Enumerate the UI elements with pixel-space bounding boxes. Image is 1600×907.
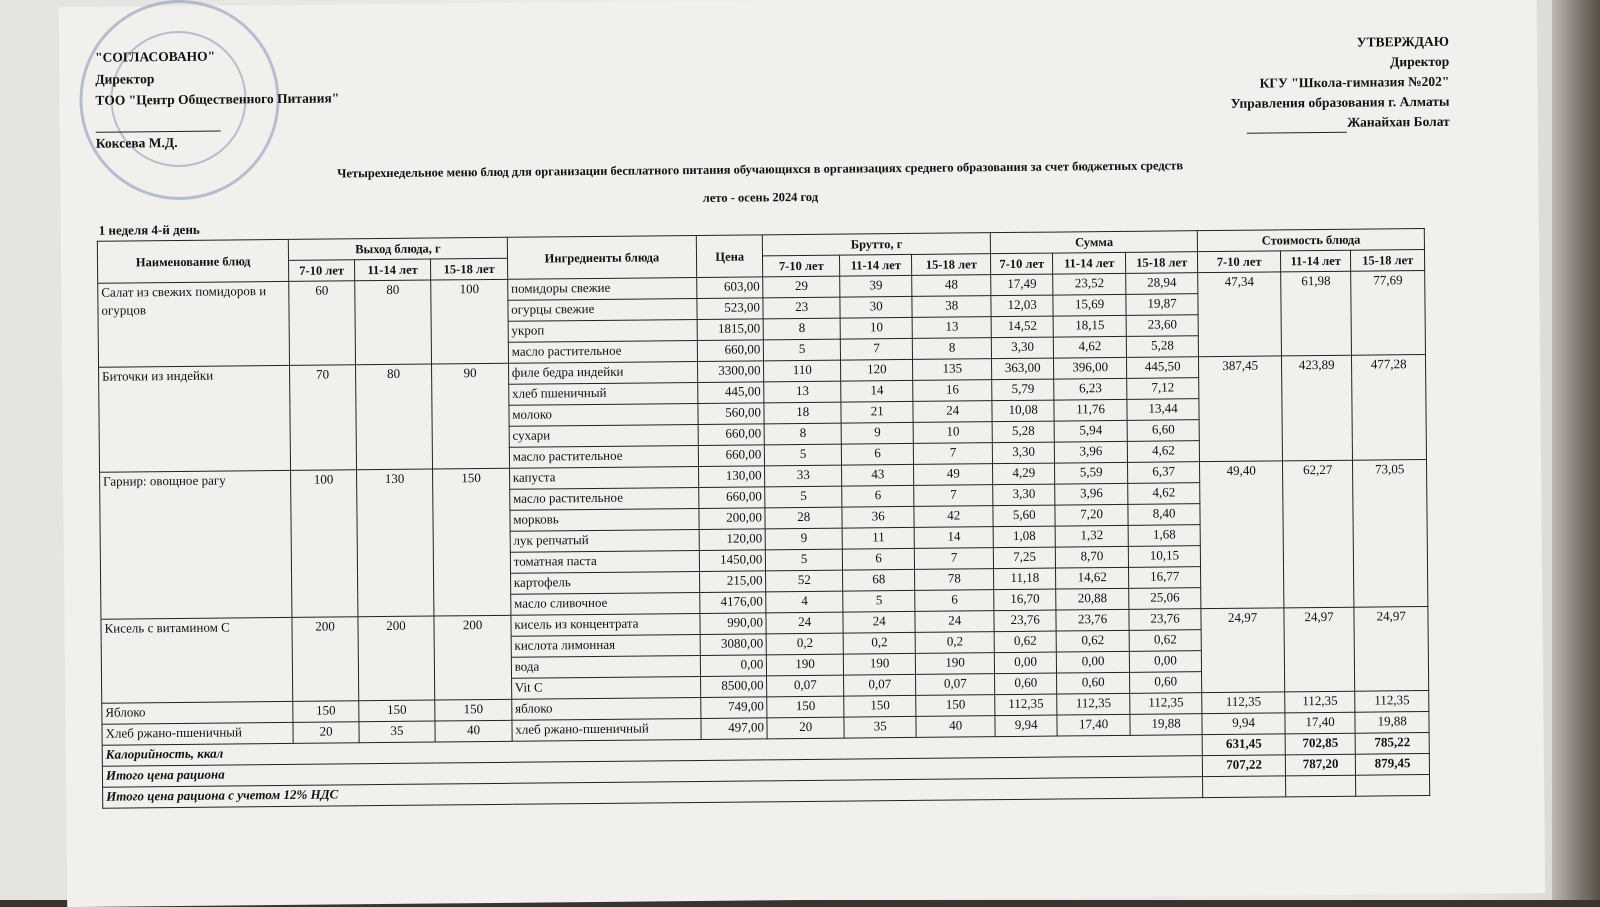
ingredient-brutto: 16 [913, 380, 992, 402]
ingredient-sum: 0,60 [1057, 672, 1130, 694]
dish-cost: 112,35 [1355, 690, 1429, 712]
dish-name: Кисель с витамином С [101, 617, 293, 703]
ingredient-brutto: 5 [766, 549, 843, 571]
ingredient-name: масло растительное [508, 340, 697, 363]
total-value: 785,22 [1355, 732, 1429, 754]
dish-name: Яблоко [102, 701, 293, 724]
totals-body [102, 732, 1430, 808]
right-signature-line [1247, 118, 1347, 134]
ingredient-name: вода [511, 655, 700, 678]
ingredient-sum: 17,40 [1057, 714, 1130, 736]
ingredient-brutto: 150 [916, 695, 995, 717]
col-output-header: Выход блюда, г [289, 237, 508, 260]
ingredient-brutto: 14 [915, 527, 994, 549]
dish-cost: 112,35 [1202, 692, 1285, 714]
ingredient-price: 215,00 [700, 571, 767, 593]
ingredient-sum: 5,28 [1126, 336, 1199, 358]
ingredient-sum: 1,32 [1055, 525, 1128, 547]
total-label: Итого цена рациона с учетом 12% НДС [103, 777, 1204, 809]
left-signature-line [96, 110, 221, 132]
ingredient-brutto: 10 [840, 317, 913, 339]
total-label: Калорийность, ккал [102, 735, 1203, 767]
ingredient-brutto: 150 [767, 696, 844, 718]
ingredient-brutto: 49 [914, 464, 993, 486]
ingredient-brutto: 39 [840, 275, 913, 297]
dish-cost: 24,97 [1201, 608, 1284, 693]
ingredient-price: 660,00 [698, 424, 765, 446]
ingredient-sum: 14,52 [991, 316, 1054, 338]
ingredient-brutto: 20 [767, 717, 844, 739]
ingredient-brutto: 78 [915, 569, 994, 591]
ingredient-brutto: 9 [766, 528, 843, 550]
ingredient-brutto: 110 [764, 360, 841, 382]
dish-cost: 49,40 [1200, 461, 1284, 609]
menu-table-body [98, 271, 1429, 746]
ingredient-brutto: 23 [763, 297, 840, 319]
ingredient-brutto: 4 [766, 591, 843, 613]
ingredient-sum: 5,94 [1054, 420, 1127, 442]
age-header: 15-18 лет [1351, 250, 1425, 272]
dish-cost: 24,97 [1284, 607, 1355, 692]
ingredient-brutto: 43 [841, 464, 914, 486]
ingredient-sum: 11,76 [1054, 399, 1127, 421]
ingredient-name: лук репчатый [510, 529, 699, 552]
ingredient-price: 1815,00 [697, 319, 764, 341]
ingredient-brutto: 24 [766, 612, 843, 634]
ingredient-brutto: 29 [763, 276, 840, 298]
ingredient-brutto: 5 [765, 486, 842, 508]
age-header: 7-10 лет [990, 253, 1053, 275]
ingredient-price: 560,00 [698, 403, 765, 425]
ingredient-brutto: 190 [767, 654, 844, 676]
ingredient-price: 0,00 [700, 655, 767, 677]
ingredient-sum: 0,00 [994, 652, 1057, 674]
col-brutto-header: Брутто, г [763, 233, 991, 256]
ingredient-name: сухари [509, 424, 698, 447]
ingredient-sum: 0,00 [1057, 651, 1130, 673]
ingredient-price: 3300,00 [698, 361, 765, 383]
total-value: 787,20 [1285, 754, 1356, 776]
ingredient-sum: 10,08 [992, 400, 1055, 422]
ingredient-brutto: 10 [914, 422, 993, 444]
ingredient-brutto: 24 [913, 401, 992, 423]
ingredient-sum: 9,94 [995, 715, 1058, 737]
ingredient-brutto: 42 [914, 506, 993, 528]
dish-output: 150 [435, 699, 512, 721]
ingredient-brutto: 6 [841, 443, 914, 465]
age-header: 15-18 лет [431, 258, 508, 280]
age-header: 11-14 лет [1280, 250, 1351, 272]
ingredient-sum: 1,68 [1128, 525, 1201, 547]
ingredient-sum: 4,62 [1128, 483, 1201, 505]
ingredient-name: капуста [509, 466, 698, 489]
ingredient-sum: 0,60 [1129, 672, 1202, 694]
age-header: 15-18 лет [912, 254, 991, 276]
ingredient-name: картофель [510, 571, 699, 594]
dish-cost: 77,69 [1351, 271, 1425, 356]
ingredient-sum: 23,76 [994, 610, 1057, 632]
ingredient-sum: 16,70 [994, 589, 1057, 611]
ingredient-sum: 0,62 [1057, 630, 1130, 652]
ingredient-price: 445,00 [698, 382, 765, 404]
ingredient-brutto: 36 [842, 506, 915, 528]
ingredient-sum: 28,94 [1126, 273, 1199, 295]
ingredient-sum: 13,44 [1127, 399, 1200, 421]
ingredient-sum: 4,62 [1054, 336, 1127, 358]
dish-cost: 112,35 [1285, 691, 1356, 713]
dish-cost: 62,27 [1282, 460, 1354, 608]
dish-output: 200 [434, 615, 511, 700]
ingredient-brutto: 8 [913, 338, 992, 360]
dish-name: Гарнир: овощное рагу [100, 470, 293, 619]
dish-output: 200 [292, 617, 358, 702]
dish-output: 80 [354, 280, 431, 365]
ingredient-brutto: 48 [912, 275, 991, 297]
ingredient-name: огурцы свежие [508, 298, 697, 321]
dish-output: 35 [359, 721, 436, 743]
ingredient-brutto: 7 [914, 443, 993, 465]
ingredient-name: томатная паста [510, 550, 699, 573]
ingredient-sum: 10,15 [1128, 546, 1201, 568]
ingredient-brutto: 6 [842, 548, 915, 570]
col-dish-header: Наименование блюд [97, 239, 289, 283]
age-header: 11-14 лет [354, 259, 431, 281]
total-value [1203, 776, 1286, 798]
dish-output: 20 [293, 722, 359, 744]
ingredient-brutto: 11 [842, 527, 915, 549]
ingredient-price: 660,00 [698, 445, 765, 467]
table-edge [1552, 0, 1600, 900]
ingredient-brutto: 135 [913, 359, 992, 381]
ingredient-sum: 23,60 [1126, 315, 1199, 337]
ingredient-sum: 12,03 [991, 295, 1054, 317]
dish-output: 100 [291, 470, 358, 618]
ingredient-sum: 4,29 [992, 463, 1055, 485]
ingredient-brutto: 0,2 [916, 632, 995, 654]
dish-output: 150 [293, 701, 359, 723]
dish-cost: 19,88 [1355, 711, 1429, 733]
ingredient-sum: 5,79 [992, 379, 1055, 401]
ingredient-brutto: 33 [765, 465, 842, 487]
ingredient-brutto: 28 [765, 507, 842, 529]
approval-left-block [95, 44, 340, 153]
ingredient-name: молоко [509, 403, 698, 426]
age-header: 11-14 лет [1053, 252, 1126, 274]
ingredient-sum: 8,40 [1128, 504, 1201, 526]
ingredient-brutto: 6 [842, 485, 915, 507]
ingredient-sum: 5,60 [993, 505, 1056, 527]
ingredient-sum: 7,12 [1127, 378, 1200, 400]
ingredient-name: яблоко [512, 697, 701, 720]
ingredient-sum: 19,87 [1126, 294, 1199, 316]
ingredient-sum: 7,20 [1055, 504, 1128, 526]
ingredient-sum: 0,62 [994, 631, 1057, 653]
dish-cost: 17,40 [1285, 712, 1356, 734]
right-dept: Управления образования г. Алматы [1230, 93, 1450, 111]
ingredient-sum: 396,00 [1054, 357, 1127, 379]
ingredient-sum: 3,96 [1055, 483, 1128, 505]
col-ingredients-header: Ингредиенты блюда [507, 235, 697, 279]
right-org: КГУ "Школа-гимназия №202" [1259, 73, 1450, 91]
total-value [1285, 775, 1356, 797]
menu-table [97, 228, 1430, 809]
dish-name: Биточки из индейки [99, 365, 291, 472]
dish-cost: 9,94 [1202, 713, 1285, 735]
ingredient-brutto: 8 [764, 318, 841, 340]
ingredient-brutto: 0,07 [767, 675, 844, 697]
ingredient-name: укроп [508, 319, 697, 342]
dish-output: 200 [358, 616, 435, 701]
ingredient-price: 120,00 [699, 529, 766, 551]
ingredient-name: масло растительное [509, 445, 698, 468]
dish-output: 130 [356, 469, 434, 617]
left-org: ТОО "Центр Общественного Питания" [95, 90, 340, 108]
total-value: 631,45 [1202, 734, 1285, 756]
ingredient-brutto: 13 [913, 317, 992, 339]
left-name: Коксева М.Д. [95, 134, 178, 151]
age-header: 7-10 лет [1198, 251, 1281, 273]
ingredient-sum: 4,62 [1127, 441, 1200, 463]
total-value: 702,85 [1285, 733, 1356, 755]
ingredient-sum: 8,70 [1056, 546, 1129, 568]
total-value: 707,22 [1203, 755, 1286, 777]
ingredient-sum: 1,08 [993, 526, 1056, 548]
ingredient-price: 603,00 [697, 277, 764, 299]
ingredient-sum: 5,28 [992, 421, 1055, 443]
ingredient-price: 497,00 [701, 718, 768, 740]
dish-output: 70 [290, 365, 356, 471]
ingredient-brutto: 150 [844, 695, 917, 717]
age-header: 7-10 лет [289, 260, 355, 282]
right-role: Директор [1390, 53, 1450, 70]
ingredient-brutto: 7 [915, 548, 994, 570]
ingredient-sum: 18,15 [1053, 315, 1126, 337]
dish-output: 150 [358, 700, 435, 722]
ingredient-brutto: 14 [841, 380, 914, 402]
ingredient-sum: 3,30 [992, 442, 1055, 464]
ingredient-brutto: 0,07 [916, 674, 995, 696]
ingredient-sum: 112,35 [995, 694, 1058, 716]
ingredient-sum: 445,50 [1126, 357, 1199, 379]
ingredient-sum: 0,60 [995, 673, 1058, 695]
ingredient-name: помидоры свежие [507, 277, 696, 300]
ingredient-sum: 5,59 [1055, 462, 1128, 484]
ingredient-sum: 14,62 [1056, 567, 1129, 589]
col-cost-header: Стоимость блюда [1198, 229, 1425, 252]
ingredient-name: хлеб пшеничный [508, 382, 697, 405]
ingredient-sum: 3,30 [993, 484, 1056, 506]
dish-cost: 47,34 [1198, 272, 1281, 357]
dish-cost: 477,28 [1352, 355, 1427, 461]
ingredient-brutto: 21 [841, 401, 914, 423]
col-price-header: Цена [696, 235, 763, 278]
ingredient-brutto: 0,2 [767, 633, 844, 655]
day-label: 1 неделя 4-й день [98, 221, 200, 238]
agreed-label: "СОГЛАСОВАНО" [94, 48, 216, 65]
dish-output: 90 [432, 363, 510, 469]
ingredient-brutto: 8 [765, 423, 842, 445]
ingredient-sum: 6,60 [1127, 420, 1200, 442]
total-value [1356, 774, 1430, 796]
ingredient-sum: 16,77 [1128, 567, 1201, 589]
ingredient-sum: 23,76 [1129, 609, 1202, 631]
ingredient-sum: 3,30 [991, 337, 1054, 359]
ingredient-brutto: 7 [914, 485, 993, 507]
dish-cost: 24,97 [1354, 606, 1428, 691]
ingredient-brutto: 35 [844, 716, 917, 738]
dish-output: 100 [431, 279, 508, 364]
ingredient-price: 990,00 [700, 613, 767, 635]
document-title: Четырехнедельное меню блюд для организации бесплатного питания обучающихся в организациях среднего образования за счет бюджетных средств [337, 158, 1184, 181]
ingredient-name: масло растительное [509, 487, 698, 510]
ingredient-sum: 19,88 [1130, 714, 1203, 736]
dish-name: Салат из свежих помидоров и огурцов [98, 281, 290, 367]
left-role: Директор [95, 70, 155, 87]
dish-output: 40 [435, 720, 512, 742]
ingredient-price: 1450,00 [699, 550, 766, 572]
ingredient-brutto: 40 [916, 716, 995, 738]
ingredient-sum: 15,69 [1053, 294, 1126, 316]
ingredient-sum: 6,37 [1127, 462, 1200, 484]
dish-output: 150 [433, 468, 511, 616]
col-sum-header: Сумма [990, 231, 1198, 254]
ingredient-brutto: 24 [915, 611, 994, 633]
ingredient-brutto: 38 [912, 296, 991, 318]
ingredient-sum: 0,62 [1129, 630, 1202, 652]
ingredient-sum: 17,49 [991, 274, 1054, 296]
ingredient-sum: 6,23 [1054, 378, 1127, 400]
ingredient-price: 4176,00 [700, 592, 767, 614]
ingredient-brutto: 0,07 [844, 674, 917, 696]
ingredient-sum: 20,88 [1056, 588, 1129, 610]
ingredient-sum: 25,06 [1129, 588, 1202, 610]
document-sheet [59, 0, 1546, 907]
dish-cost: 387,45 [1199, 356, 1283, 462]
document-season: лето - осень 2024 год [702, 189, 819, 205]
ingredient-sum: 7,25 [993, 547, 1056, 569]
dish-output: 60 [289, 281, 355, 366]
dish-name: Хлеб ржано-пшеничный [102, 722, 293, 745]
ingredient-brutto: 6 [915, 590, 994, 612]
ingredient-price: 749,00 [701, 697, 768, 719]
ingredient-name: Vit C [511, 676, 700, 699]
ingredient-sum: 23,52 [1053, 273, 1126, 295]
total-value: 879,45 [1356, 753, 1430, 775]
ingredient-name: кисель из концентрата [511, 613, 700, 636]
ingredient-brutto: 190 [916, 653, 995, 675]
dish-cost: 423,89 [1281, 355, 1352, 461]
ingredient-brutto: 18 [764, 402, 841, 424]
ingredient-brutto: 5 [843, 590, 916, 612]
ingredient-name: кислота лимонная [511, 634, 700, 657]
ingredient-sum: 23,76 [1056, 609, 1129, 631]
dish-output: 80 [355, 364, 433, 470]
right-name: Жанайхан Болат [1347, 113, 1450, 130]
ingredient-sum: 363,00 [991, 358, 1054, 380]
ingredient-brutto: 120 [840, 359, 913, 381]
dish-cost: 61,98 [1281, 271, 1352, 356]
ingredient-sum: 3,96 [1055, 441, 1128, 463]
ingredient-price: 660,00 [699, 487, 766, 509]
ingredient-brutto: 0,2 [843, 632, 916, 654]
ingredient-brutto: 9 [841, 422, 914, 444]
ingredient-brutto: 7 [840, 338, 913, 360]
ingredient-name: филе бедра индейки [508, 361, 697, 384]
ingredient-price: 3080,00 [700, 634, 767, 656]
ingredient-brutto: 52 [766, 570, 843, 592]
ingredient-name: морковь [510, 508, 699, 531]
ingredient-name: масло сливочное [511, 592, 700, 615]
ingredient-sum: 0,00 [1129, 651, 1202, 673]
approval-right-block [1230, 32, 1450, 134]
ingredient-brutto: 68 [843, 569, 916, 591]
age-header: 11-14 лет [839, 254, 912, 276]
ingredient-brutto: 30 [840, 296, 913, 318]
ingredient-sum: 112,35 [1057, 693, 1130, 715]
dish-cost: 73,05 [1353, 460, 1428, 608]
age-header: 15-18 лет [1125, 252, 1198, 274]
ingredient-brutto: 5 [764, 339, 841, 361]
ingredient-price: 200,00 [699, 508, 766, 530]
ingredient-name: хлеб ржано-пшеничный [512, 718, 701, 741]
ingredient-sum: 11,18 [993, 568, 1056, 590]
total-label: Итого цена рациона [102, 756, 1203, 788]
ingredient-brutto: 13 [764, 381, 841, 403]
age-header: 7-10 лет [763, 255, 840, 277]
ingredient-brutto: 5 [765, 444, 842, 466]
ingredient-price: 660,00 [697, 340, 764, 362]
approve-label: УТВЕРЖДАЮ [1356, 33, 1450, 50]
ingredient-brutto: 24 [843, 611, 916, 633]
ingredient-price: 8500,00 [701, 676, 768, 698]
ingredient-brutto: 190 [843, 653, 916, 675]
ingredient-price: 523,00 [697, 298, 764, 320]
ingredient-price: 130,00 [699, 466, 766, 488]
ingredient-sum: 112,35 [1130, 693, 1203, 715]
